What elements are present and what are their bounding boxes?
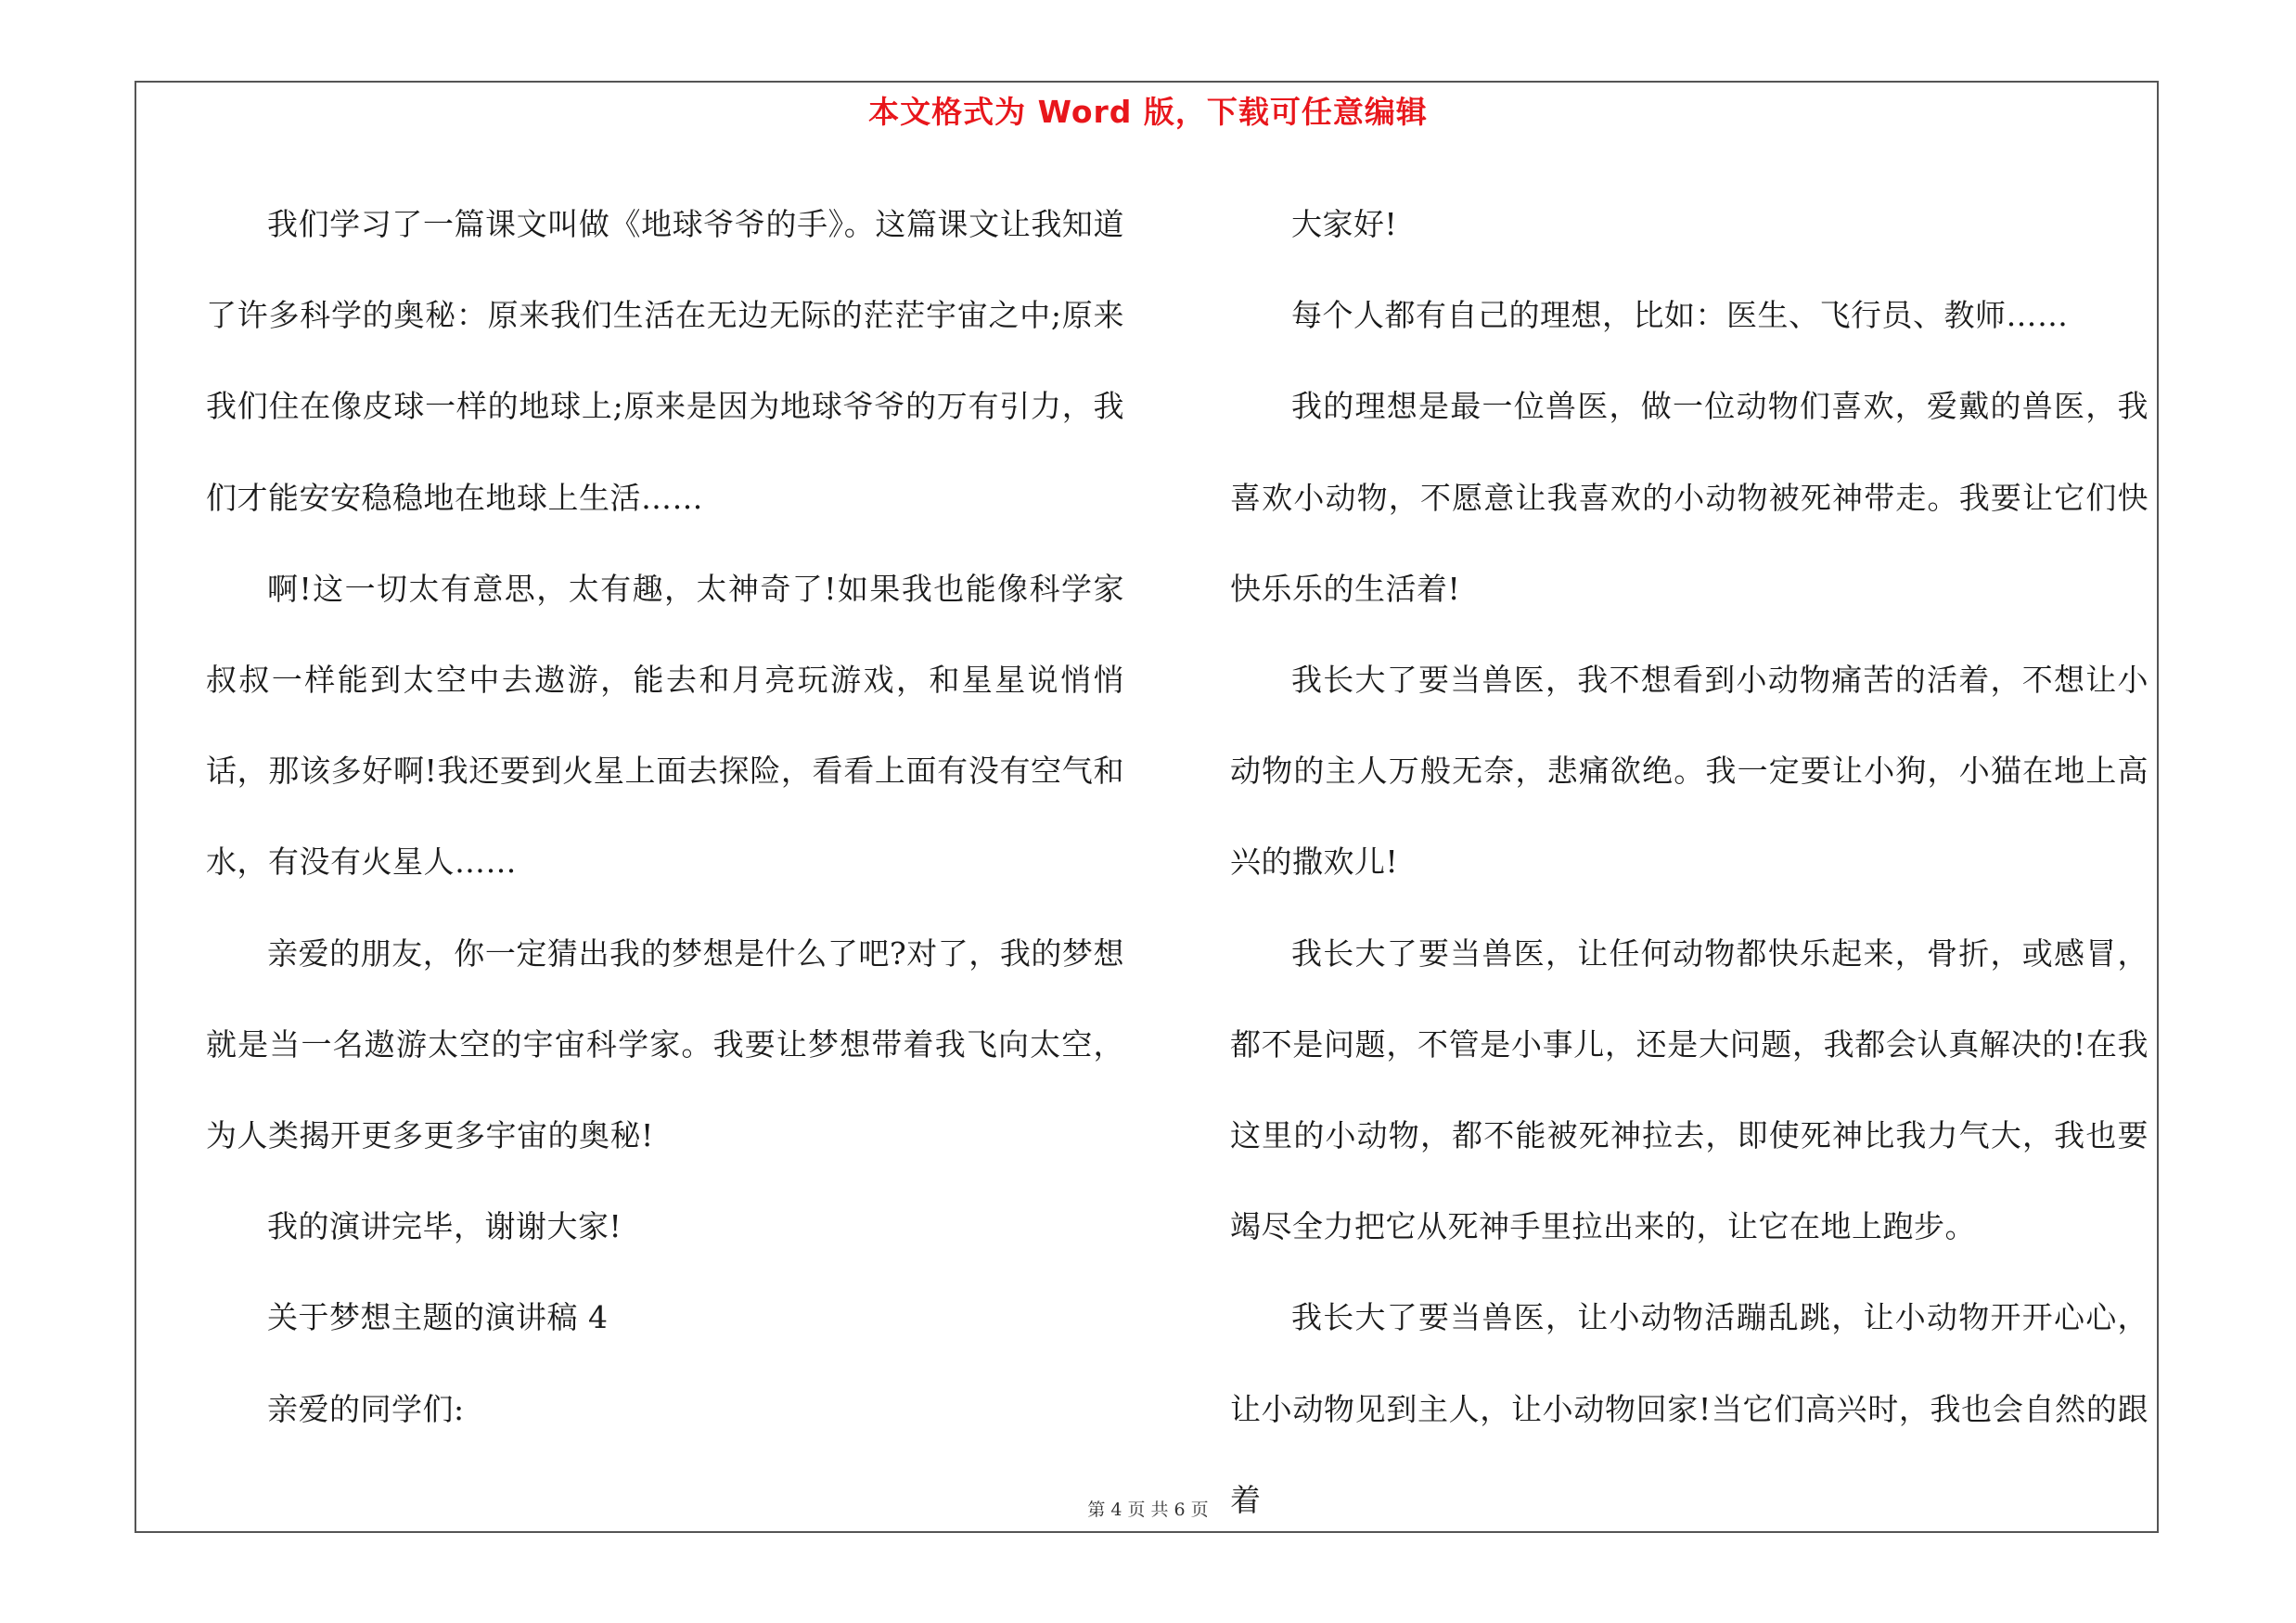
paragraph: 我的演讲完毕，谢谢大家! (267, 1208, 622, 1245)
page-suffix: 页 (1190, 1500, 1209, 1520)
word-format-banner: 本文格式为 Word 版，下载可任意编辑 (868, 94, 1428, 130)
page-number-footer (0, 1496, 2296, 1521)
paragraph: 我长大了要当兽医，让任何动物都快乐起来，骨折，或感冒，都不是问题，不管是小事儿，还是大问题，我都会认真解决的!在我这里的小动物，都不能被死神拉去，即使死神比我力气大，我也要竭尽全力把它从死神手里拉出来的，让它在地上跑步。 (1230, 934, 2148, 1245)
paragraph: 大家好! (1291, 206, 1398, 242)
total-pages-number: 6 (1174, 1500, 1186, 1520)
current-page-number: 4 (1110, 1500, 1122, 1520)
page-mid: 页 共 (1127, 1500, 1169, 1520)
section-heading: 关于梦想主题的演讲稿 4 (267, 1299, 609, 1336)
paragraph: 我的理想是最一位兽医，做一位动物们喜欢，爱戴的兽医，我喜欢小动物，不愿意让我喜欢的小动物被死神带走。我要让它们快快乐乐的生活着! (1230, 388, 2148, 607)
page-prefix: 第 (1087, 1500, 1106, 1520)
paragraph: 亲爱的同学们: (267, 1390, 465, 1427)
paragraph: 每个人都有自己的理想，比如：医生、飞行员、教师…… (1291, 297, 2069, 334)
paragraph: 啊!这一切太有意思，太有趣，太神奇了!如果我也能像科学家叔叔一样能到太空中去遨游，能去和月亮玩游戏，和星星说悄悄话，那该多好啊!我还要到火星上面去探险，看看上面有没有空气和水，有没有火星人…… (206, 570, 1124, 881)
paragraph: 亲爱的朋友，你一定猜出我的梦想是什么了吧?对了，我的梦想就是当一名遨游太空的宇宙科学家。我要让梦想带着我飞向太空，为人类揭开更多更多宇宙的奥秘! (206, 934, 1124, 1154)
paragraph: 我长大了要当兽医，让小动物活蹦乱跳，让小动物开开心心，让小动物见到主人，让小动物回家!当它们高兴时，我也会自然的跟着 (1230, 1299, 2148, 1518)
left-column (206, 179, 1124, 1455)
right-column (1230, 179, 2148, 1546)
paragraph: 我们学习了一篇课文叫做《地球爷爷的手》。这篇课文让我知道了许多科学的奥秘：原来我们生活在无边无际的茫茫宇宙之中;原来我们住在像皮球一样的地球上;原来是因为地球爷爷的万有引力，我们才能安安稳稳地在地球上生活…… (206, 206, 1124, 516)
paragraph: 我长大了要当兽医，我不想看到小动物痛苦的活着，不想让小动物的主人万般无奈，悲痛欲绝。我一定要让小狗，小猫在地上高兴的撒欢儿! (1230, 662, 2148, 881)
